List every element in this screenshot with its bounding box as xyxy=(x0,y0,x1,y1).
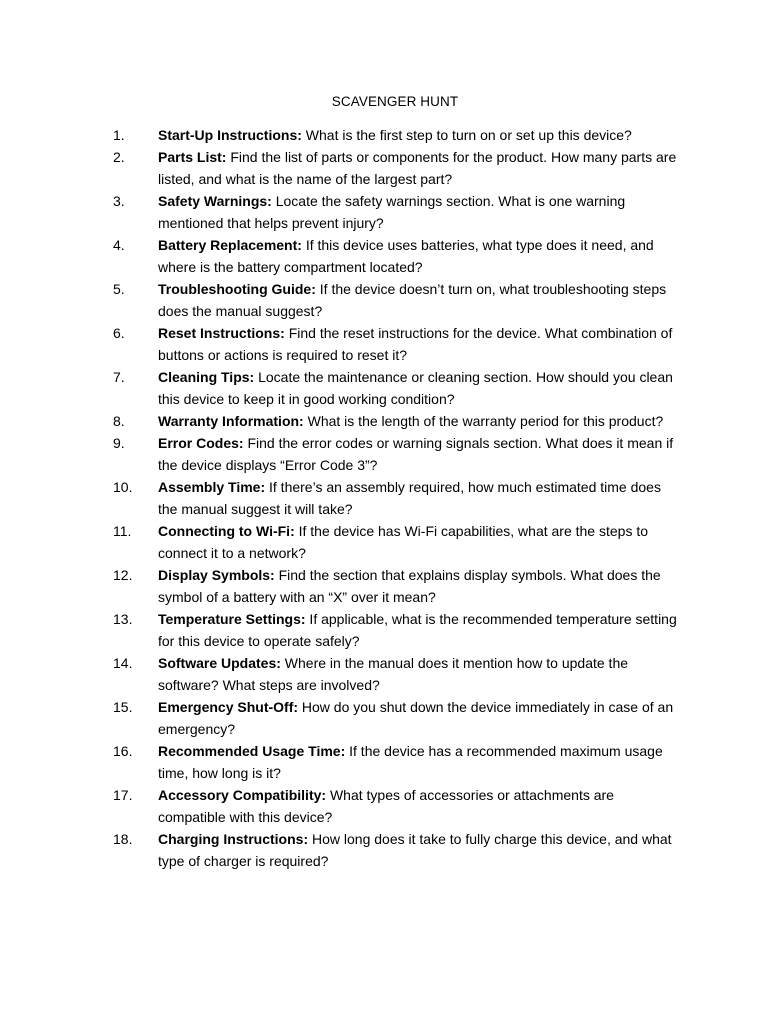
question-item xyxy=(0,476,684,520)
question-label: Warranty Information: xyxy=(158,413,304,429)
question-text: Locate the safety warnings section. What is one warning mentioned that helps prevent injury? xyxy=(158,193,626,231)
question-text: If this device uses batteries, what type does it need, and where is the battery compartment located? xyxy=(158,237,654,275)
question-item xyxy=(0,124,684,146)
question-number: 9. xyxy=(113,435,125,451)
question-label: Start-Up Instructions: xyxy=(158,127,302,143)
question-number: 5. xyxy=(113,281,125,297)
question-number: 11. xyxy=(113,523,132,539)
question-number: 8. xyxy=(113,413,125,429)
question-number: 17. xyxy=(113,787,133,803)
question-item xyxy=(0,652,684,696)
question-label: Charging Instructions: xyxy=(158,831,309,847)
question-label: Error Codes: xyxy=(158,435,244,451)
question-label: Cleaning Tips: xyxy=(158,369,255,385)
question-label: Recommended Usage Time: xyxy=(158,743,346,759)
question-label: Accessory Compatibility: xyxy=(158,787,327,803)
question-item xyxy=(0,608,684,652)
question-text: If there’s an assembly required, how much estimated time does the manual suggest it will take? xyxy=(158,479,661,517)
question-number: 4. xyxy=(113,237,125,253)
question-number: 1. xyxy=(113,127,125,143)
question-text: How do you shut down the device immediately in case of an emergency? xyxy=(158,699,674,737)
question-number: 18. xyxy=(113,831,133,847)
question-text: What is the first step to turn on or set up this device? xyxy=(301,127,632,143)
question-number: 6. xyxy=(113,325,125,341)
question-item xyxy=(0,190,684,234)
question-item xyxy=(0,322,684,366)
question-label: Reset Instructions: xyxy=(158,325,285,341)
question-text: If applicable, what is the recommended temperature setting for this device to operate safely? xyxy=(158,611,677,649)
question-text: What is the length of the warranty period for this product? xyxy=(303,413,664,429)
document-title: SCAVENGER HUNT xyxy=(331,94,459,109)
question-label: Emergency Shut-Off: xyxy=(158,699,299,715)
question-label: Parts List: xyxy=(158,149,227,165)
question-text: Find the reset instructions for the device. What combination of buttons or actions is required to reset it? xyxy=(158,325,673,363)
question-item xyxy=(0,146,684,190)
question-label: Safety Warnings: xyxy=(158,193,272,209)
question-text: Locate the maintenance or cleaning section. How should you clean this device to keep it in good working condition? xyxy=(158,369,673,407)
question-label: Temperature Settings: xyxy=(158,611,306,627)
question-text: Where in the manual does it mention how to update the software? What steps are involved? xyxy=(158,655,629,693)
question-item xyxy=(0,278,684,322)
question-label: Display Symbols: xyxy=(158,567,275,583)
question-number: 10. xyxy=(113,479,133,495)
question-text: If the device has Wi-Fi capabilities, what are the steps to connect it to a network? xyxy=(158,523,649,561)
question-item xyxy=(0,564,684,608)
question-item xyxy=(0,366,684,410)
question-label: Software Updates: xyxy=(158,655,281,671)
question-text: Find the section that explains display symbols. What does the symbol of a battery with an “X” over it mean? xyxy=(158,567,661,605)
question-item xyxy=(0,740,684,784)
question-number: 2. xyxy=(113,149,125,165)
question-number: 7. xyxy=(113,369,125,385)
question-label: Assembly Time: xyxy=(158,479,266,495)
question-list xyxy=(0,124,768,872)
question-item xyxy=(0,410,684,432)
question-item xyxy=(0,520,684,564)
question-number: 16. xyxy=(113,743,133,759)
question-item xyxy=(0,234,684,278)
question-text: Find the error codes or warning signals section. What does it mean if the device displays “Error Code 3”? xyxy=(158,435,674,473)
question-label: Connecting to Wi-Fi: xyxy=(158,523,295,539)
question-label: Battery Replacement: xyxy=(158,237,302,253)
question-number: 12. xyxy=(113,567,133,583)
question-item xyxy=(0,696,684,740)
question-text: How long does it take to fully charge this device, and what type of charger is required? xyxy=(158,831,672,869)
question-item xyxy=(0,828,684,872)
question-number: 13. xyxy=(113,611,133,627)
question-item xyxy=(0,432,684,476)
question-number: 3. xyxy=(113,193,125,209)
question-number: 15. xyxy=(113,699,133,715)
question-text: If the device has a recommended maximum usage time, how long is it? xyxy=(158,743,663,781)
question-number: 14. xyxy=(113,655,133,671)
question-text: If the device doesn’t turn on, what troubleshooting steps does the manual suggest? xyxy=(158,281,667,319)
question-text: Find the list of parts or components for the product. How many parts are listed, and what is the name of the largest part? xyxy=(158,149,677,187)
question-item xyxy=(0,784,684,828)
question-label: Troubleshooting Guide: xyxy=(158,281,316,297)
question-text: What types of accessories or attachments are compatible with this device? xyxy=(158,787,614,825)
